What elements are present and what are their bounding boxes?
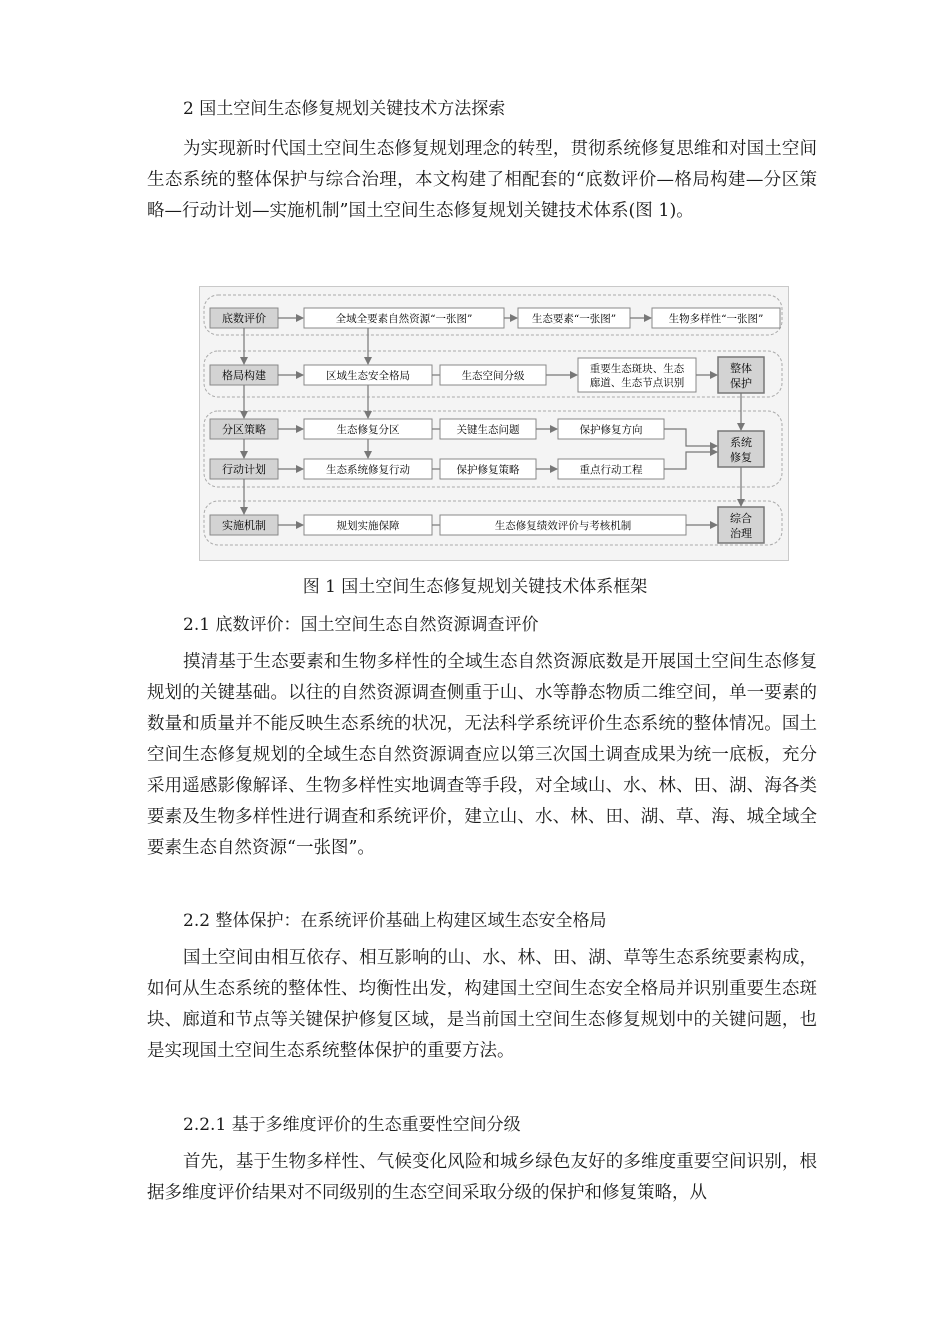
svg-text:修复: 修复: [730, 451, 752, 464]
svg-text:廊道、生态节点识别: 廊道、生态节点识别: [589, 377, 685, 389]
subsection-heading-2-2-1: 2.2.1 基于多维度评价的生态重要性空间分级: [183, 1115, 521, 1135]
paragraph-2-2: 国土空间由相互依存、相互影响的山、水、林、田、湖、草等生态系统要素构成，如何从生态系统的整体性、均衡性出发，构建国土空间生态安全格局并识别重要生态斑块、廊道和节点等关键保护修复区域，是当前国土空间生态修复规划中的关键问题，也是实现国土空间生态系统整体保护的重要方法。: [147, 948, 817, 1061]
svg-text:系统: 系统: [730, 436, 752, 449]
svg-text:区域生态安全格局: 区域生态安全格局: [326, 370, 410, 382]
row-baseline: [278, 308, 780, 328]
svg-text:重要生态斑块、生态: 重要生态斑块、生态: [589, 363, 685, 375]
svg-text:治理: 治理: [730, 527, 752, 540]
svg-text:保护: 保护: [730, 377, 752, 390]
row-zoning: [278, 419, 717, 446]
stage-label-5: 实施机制: [222, 519, 266, 532]
stage-label-3: 分区策略: [222, 423, 266, 436]
svg-text:全域全要素自然资源“一张图”: 全域全要素自然资源“一张图”: [335, 313, 473, 325]
svg-text:生态修复绩效评价与考核机制: 生态修复绩效评价与考核机制: [494, 520, 632, 532]
svg-text:保护修复方向: 保护修复方向: [579, 424, 643, 436]
stage-label-1: 底数评价: [222, 312, 266, 325]
paragraph-2-2-1: 首先，基于生物多样性、气候变化风险和城乡绿色友好的多维度重要空间识别，根据多维度评价结果对不同级别的生态空间采取分级的保护和修复策略，从: [147, 1152, 817, 1203]
stage-label-2: 格局构建: [222, 369, 266, 382]
svg-text:生态系统修复行动: 生态系统修复行动: [326, 464, 410, 476]
svg-text:生态要素“一张图”: 生态要素“一张图”: [531, 313, 617, 325]
svg-text:重点行动工程: 重点行动工程: [579, 464, 643, 476]
figure-caption: 图 1 国土空间生态修复规划关键技术体系框架: [302, 577, 648, 597]
svg-text:生态空间分级: 生态空间分级: [461, 370, 525, 382]
svg-text:生态修复分区: 生态修复分区: [336, 424, 400, 436]
subsection-heading-2-2: 2.2 整体保护：在系统评价基础上构建区域生态安全格局: [183, 911, 607, 931]
svg-text:关键生态问题: 关键生态问题: [456, 424, 520, 436]
svg-text:整体: 整体: [730, 362, 752, 375]
svg-text:保护修复策略: 保护修复策略: [456, 464, 520, 476]
subsection-heading-2-1: 2.1 底数评价：国土空间生态自然资源调查评价: [183, 615, 539, 635]
svg-text:规划实施保障: 规划实施保障: [336, 520, 400, 532]
stage-label-4: 行动计划: [222, 463, 266, 476]
row-implementation: [278, 515, 717, 535]
svg-text:生物多样性“一张图”: 生物多样性“一张图”: [668, 313, 764, 325]
intro-paragraph: 为实现新时代国土空间生态修复规划理念的转型，贯彻系统修复思维和对国土空间生态系统的整体保护与综合治理，本文构建了相配套的“底数评价—格局构建—分区策略—行动计划—实施机制”国土空间生态修复规划关键技术体系(图 1)。: [147, 139, 817, 221]
row-action: [278, 452, 717, 479]
outcome-column: [718, 357, 764, 543]
row-pattern: [278, 358, 717, 392]
framework-figure: [199, 286, 789, 561]
framework-diagram: [200, 287, 788, 560]
svg-text:综合: 综合: [730, 512, 752, 525]
paragraph-2-1: 摸清基于生态要素和生物多样性的全域生态自然资源底数是开展国土空间生态修复规划的关键基础。以往的自然资源调查侧重于山、水等静态物质二维空间，单一要素的数量和质量并不能反映生态系统的状况，无法科学系统评价生态系统的整体情况。国土空间生态修复规划的全域生态自然资源调查应以第三次国土调查成果为统一底板，充分采用遥感影像解译、生物多样性实地调查等手段，对全域山、水、林、田、湖、海各类要素及生物多样性进行调查和系统评价，建立山、水、林、田、湖、草、海、城全域全要素生态自然资源“一张图”。: [147, 652, 817, 858]
section-heading: 2 国土空间生态修复规划关键技术方法探索: [183, 99, 506, 119]
